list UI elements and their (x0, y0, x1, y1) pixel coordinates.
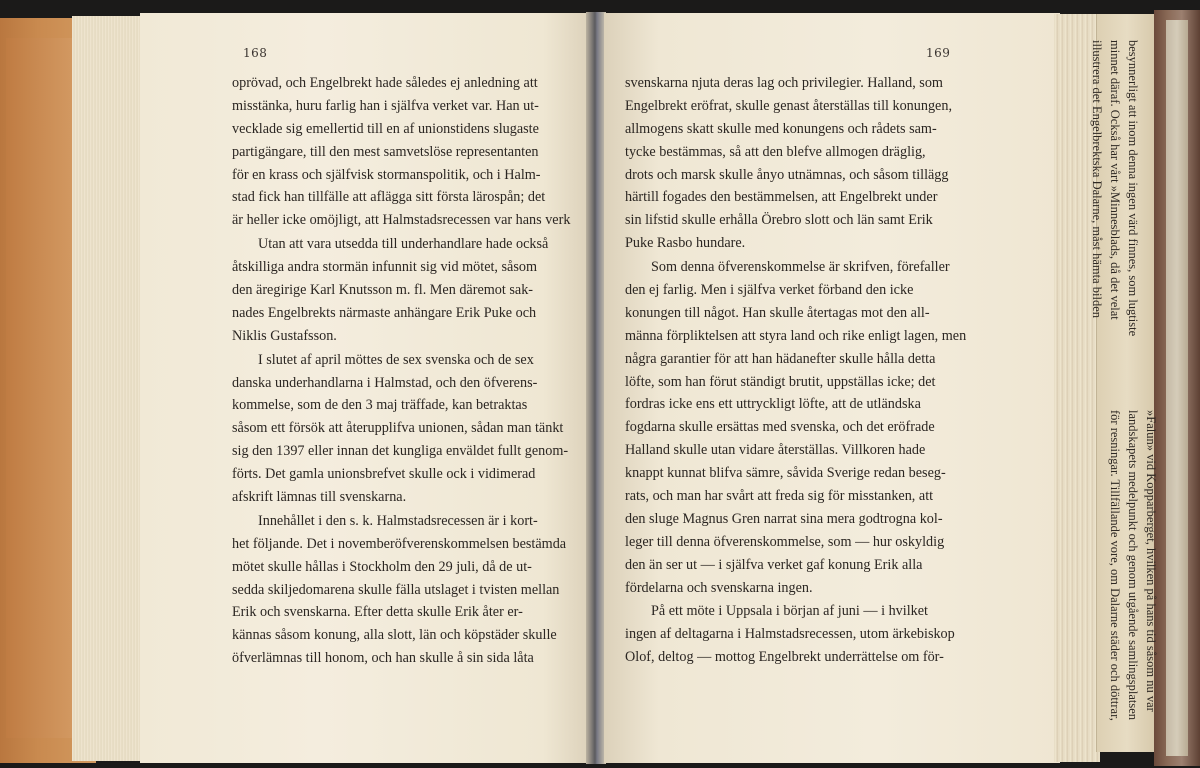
text-line: het följande. Det i novemberöfverenskommelsen bestämda (232, 535, 567, 552)
text-line: den sluge Magnus Gren narrat sina mera godtrogna kol- (625, 510, 943, 527)
text-line: härtill fogades den bestämmelsen, att Engelbrekt under (625, 189, 938, 206)
text-line: åtskilliga andra stormän infunnit sig vid mötet, såsom (232, 259, 537, 276)
text-line: afskrift lämnas till svenskarna. (232, 489, 407, 506)
text-line: den äregirige Karl Knutsson m. fl. Men däremot sak- (232, 282, 534, 299)
text-line: löfte, som han förut ständigt brutit, uppställas icke; det (625, 373, 936, 390)
text-line: fogdarna skulle ersättas med svenska, och det eröfrade (625, 419, 935, 436)
text-line: Halland skulle utan vidare återställas. Villkoren hade (625, 442, 926, 459)
text-line: sin lifstid skulle erhålla Örebro slott och län samt Erik (625, 212, 933, 229)
left-page-text (232, 72, 570, 670)
text-line: ingen af deltagarna i Halmstadsrecessen, utom ärkebiskop (625, 626, 955, 643)
text-line: mötet skulle hållas i Stockholm den 29 juli, då de ut- (232, 558, 532, 575)
text-line: Som denna öfverenskommelse är skrifven, förefaller (651, 259, 950, 276)
text-line: allmogens skatt skulle med konungens och rådets sam- (625, 120, 937, 137)
text-line: partigängare, till den mest samvetslöse representanten (232, 143, 539, 160)
insert-slip-line: illustrera det Engelbrektska Dalarne, måst hämta bilden (1090, 40, 1104, 319)
text-line: nades Engelbrekts närmaste anhängare Erik Puke och (232, 304, 537, 321)
text-line: kommelse, som de den 3 maj träffade, kan betraktas (232, 397, 528, 414)
text-line: knappt kunnat blifva sämre, såvida Sverige redan beseg- (625, 465, 946, 482)
right-cover (1154, 10, 1200, 766)
text-line: sig den 1397 eller innan det kungliga enväldet fullt genom- (232, 443, 569, 460)
text-line: Utan att vara utsedda till underhandlare hade också (258, 236, 549, 253)
insert-slip-text (1090, 30, 1158, 740)
insert-slip-line: minnet däraf. Också har vårt »Minnesblads, då det velat (1108, 40, 1122, 320)
text-line: för en krass och själfvisk stormanspolitik, och i Halm- (232, 166, 541, 183)
insert-slip-line: för resningar. Tillfällande vore, om Dalarne städer och döttrar, (1108, 410, 1122, 721)
insert-slip-line: »Falun» vid Kopparberget, hvilken på hans tid såsom nu var (1144, 410, 1158, 712)
text-line: den än ser ut — i själfva verket gaf konung Erik alla (625, 556, 923, 573)
text-line: den ej farlig. Men i själfva verket förband den icke (625, 282, 914, 299)
right-page-number: 169 (926, 46, 951, 60)
text-line: fördelarna och svenskarna ingen. (625, 579, 813, 596)
text-line: tycke bestämmas, så att den blefve allmogen dräglig, (625, 143, 926, 160)
text-line: Olof, deltog — mottog Engelbrekt underrättelse om för- (625, 649, 944, 666)
text-line: stad fick han tillfälle att aflägga sitt första lärospån; det (232, 189, 546, 206)
text-line: såsom ett försök att återupplifva unionen, sådan man tänkt (232, 420, 564, 437)
text-line: Engelbrekt eröfrat, skulle genast återställas till konungen, (625, 97, 952, 114)
text-line: konungen till något. Han skulle återtagas mot den all- (625, 304, 930, 321)
text-line: några garantier för att han hädanefter skulle hålla detta (625, 350, 936, 367)
text-line: I slutet af april möttes de sex svenska och de sex (258, 351, 534, 368)
text-line: Erik och svenskarna. Efter detta skulle Erik åter er- (232, 604, 523, 621)
insert-slip-line: besynnerligt att inom denna ingen värd finnes, som lugtiste (1126, 40, 1140, 337)
text-line: misstänka, huru farlig han i själfva verket var. Han ut- (232, 97, 539, 114)
text-line: männa förpliktelsen att styra land och rike enligt lagen, men (625, 327, 967, 344)
right-cover-edge (1166, 20, 1188, 756)
text-line: förts. Det gamla unionsbrefvet skulle ock i vidimerad (232, 466, 536, 483)
text-line: leger till denna öfverenskommelse, som — hur oskyldig (625, 533, 945, 550)
text-line: öfverlämnas till honom, och han skulle å sin sida låta (232, 650, 534, 667)
insert-slip-line: landskapets medelpunkt och genom utgående samlingsplatsen (1126, 410, 1140, 720)
text-line: Niklis Gustafsson. (232, 327, 337, 344)
book-gutter (586, 12, 606, 764)
text-line: rats, och man har svårt att freda sig för misstanken, att (625, 488, 934, 505)
text-line: är heller icke omöjligt, att Halmstadsrecessen var hans verk (232, 212, 571, 229)
text-line: danska underhandlarna i Halmstad, och den öfverens- (232, 374, 538, 391)
text-line: fordras icke ens ett uttryckligt löfte, att de utländska (625, 396, 921, 413)
text-line: kännas såsom konung, alla slott, län och köpstäder skulle (232, 627, 557, 644)
left-page-number: 168 (243, 46, 268, 60)
text-line: svenskarna njuta deras lag och privilegier. Halland, som (625, 75, 943, 91)
left-page-edges (72, 16, 144, 761)
text-line: sedda skiljedomarena skulle fälla utslaget i tvisten mellan (232, 581, 560, 598)
text-line: oprövad, och Engelbrekt hade således ej anledning att (232, 75, 538, 91)
text-line: vecklade sig emellertid till en af unionstidens slugaste (232, 120, 539, 137)
text-line: drots och marsk skulle ånyo utnämnas, och såsom tillägg (625, 166, 949, 183)
right-page-text (625, 72, 967, 669)
text-line: På ett möte i Uppsala i början af juni — i hvilket (651, 603, 928, 620)
text-line: Puke Rasbo hundare. (625, 235, 746, 252)
text-line: Innehållet i den s. k. Halmstadsrecessen är i kort- (258, 512, 538, 529)
